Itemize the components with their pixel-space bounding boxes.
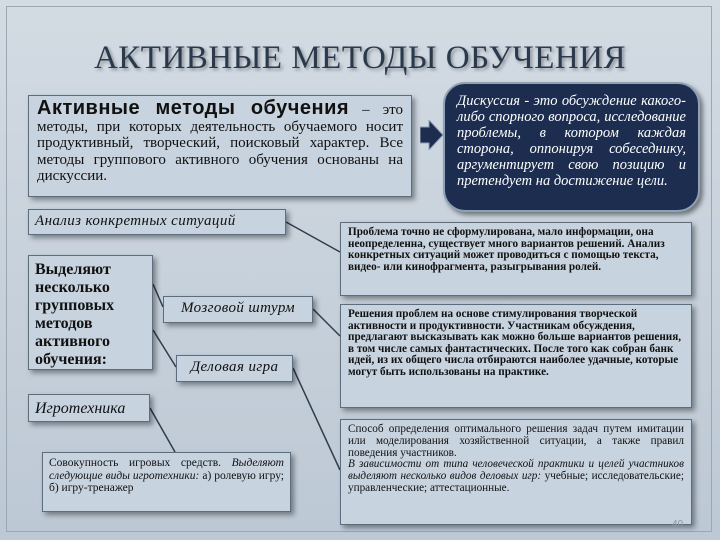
game-technique-description: [42, 452, 291, 512]
method-analysis-label: Анализ конкретных ситуаций: [28, 209, 286, 235]
connector-analysis-desc: [286, 222, 340, 252]
right-arrow-icon: [420, 120, 444, 150]
business-game-desc-p2b: учебные; исследовательские; управленческие; аттестационные.: [348, 470, 684, 494]
business-game-desc-p2a: В зависимости от типа человеческой практики и целей участников выделяют несколько видов деловых игр:: [348, 458, 684, 483]
definition-dash: – это: [349, 102, 403, 118]
method-brainstorm-label: Мозговой штурм: [163, 296, 313, 323]
business-game-description: [340, 419, 692, 525]
slide-title: АКТИВНЫЕ МЕТОДЫ ОБУЧЕНИЯ: [93, 40, 627, 76]
game-technique-line3: а) ролевую игру; б) игру-тренажер: [49, 469, 284, 494]
business-game-desc-p1: Способ определения оптимального решения задач путем имитации или моделирования хозяйственной ситуации, а также правил поведения участников.: [348, 423, 684, 459]
method-game-technique-label: Игротехника: [28, 394, 150, 422]
method-business-game-label: Деловая игра: [176, 355, 293, 382]
connector-brainstorm: [153, 284, 163, 307]
page-number: 40: [672, 519, 684, 530]
definition-box: [28, 95, 412, 197]
discussion-box: Дискуссия - это обсуждение какого-либо спорного вопроса, исследование проблемы, в котором каждая сторона, оппонируя собеседнику, аргументирует свою позицию и претендует на достижение цели.: [443, 82, 700, 212]
game-technique-line1: Совокупность игровых средств.: [49, 457, 222, 469]
connector-gametech-desc: [150, 408, 175, 452]
definition-text: методы, при которых деятельность обучаемого носит продуктивный, творческий, поисковый характер. Все методы группового активного обучения основаны на дискуссии.: [37, 118, 403, 184]
connector-business-game: [153, 330, 176, 367]
definition-heading: Активные методы обучения: [37, 97, 350, 119]
game-technique-line2: Выделяют следующие виды игротехники:: [49, 457, 284, 482]
connector-game-desc: [293, 368, 340, 470]
brainstorm-description: Решения проблем на основе стимулирования творческой активности и продуктивности. Участникам обсуждения, предлагают высказывать как можно больше вариантов решения, в том числе самых фантастических. После того как собран банк идей, из их общего числа отбираются наиболее удачные, которые могут быть использованы на практике.: [340, 304, 692, 408]
group-methods-intro: Выделяют несколько групповых методов активного обучения:: [28, 255, 153, 370]
connector-brainstorm-desc: [313, 309, 340, 336]
analysis-description: Проблема точно не сформулирована, мало информации, она неопределенна, существует много вариантов решений. Анализ конкретных ситуаций может проводиться с помощью текста, видео- или кинофрагмента, разыгрывания ролей.: [340, 222, 692, 296]
